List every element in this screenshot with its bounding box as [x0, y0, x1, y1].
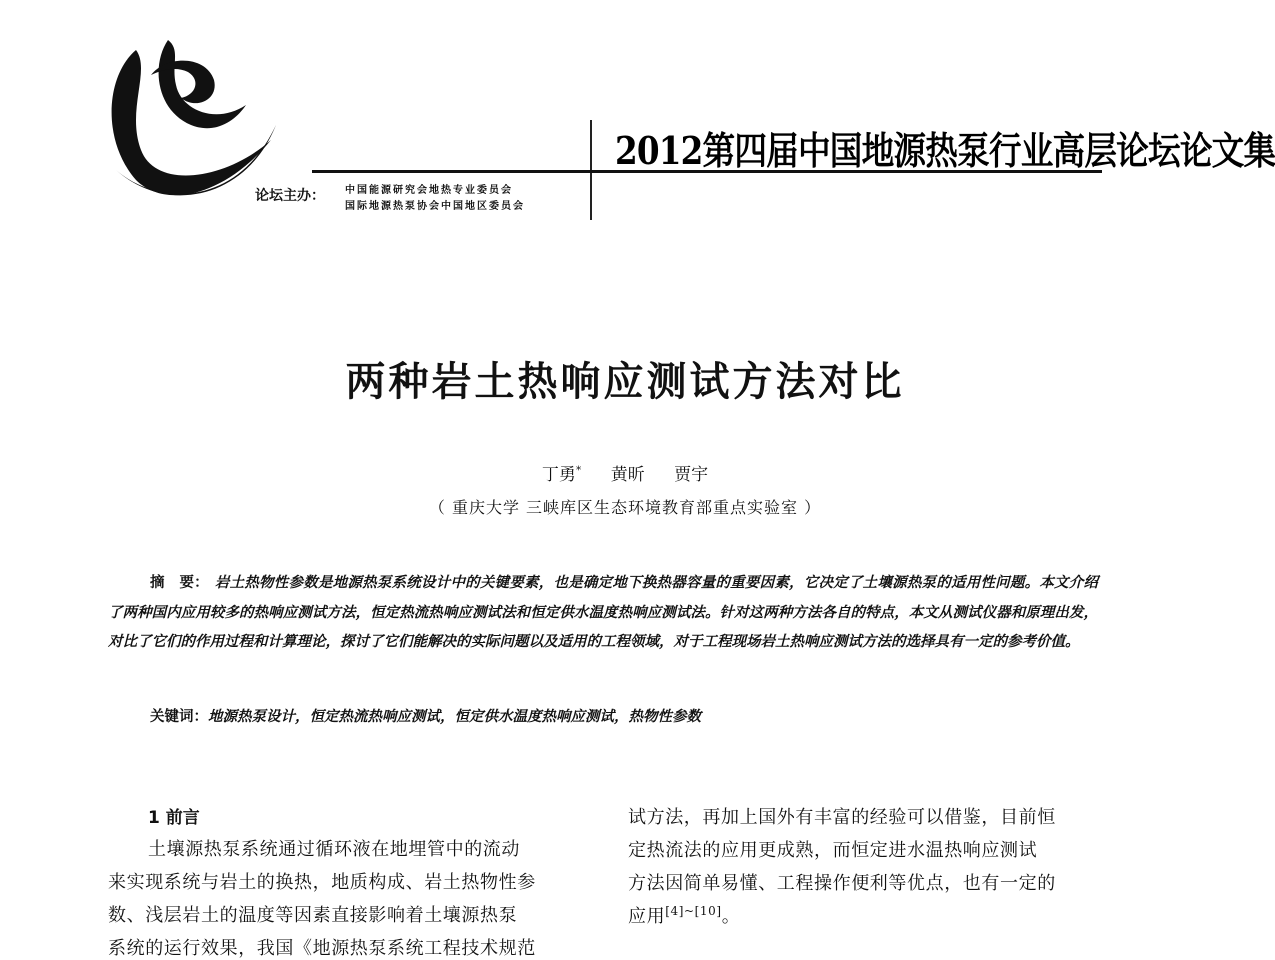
right-column-line: 试方法，再加上国外有丰富的经验可以借鉴，目前恒: [628, 807, 1056, 828]
affiliation: （ 重庆大学 三峡库区生态环境教育部重点实验室 ）: [428, 498, 822, 517]
abstract: [108, 568, 1098, 656]
author-2: 黄昕: [610, 465, 645, 485]
abstract-text: 岩土热物性参数是地源热泵系统设计中的关键要素，也是确定地下换热器容量的重要因素，它决定了土壤源热泵的适用性问题。本文介绍了两种国内应用较多的热响应测试方法，恒定热流热响应测试法和恒定供水温度热响应测试法。针对这两种方法各自的特点，本文从测试仪器和原理出发，对比了它们的作用过程和计算理论，探讨了它们能解决的实际问题以及适用的工程领域，对于工程现场岩土热响应测试方法的选择具有一定的参考价值。: [108, 574, 1098, 650]
section-heading: 1 前言: [148, 808, 200, 828]
left-column-line: 数、浅层岩土的温度等因素直接影响着土壤源热泵: [108, 905, 518, 926]
keywords-label: 关键词：: [150, 709, 208, 725]
right-column-line: 应用[4]~[10]。: [628, 904, 741, 927]
author-3: 贾宇: [674, 465, 709, 485]
right-column-line: 方法因简单易懂、工程操作便利等优点，也有一定的: [628, 873, 1056, 894]
organizer-1: 中国能源研究会地热专业委员会: [345, 185, 513, 196]
paper-title: 两种岩土热响应测试方法对比: [345, 358, 905, 405]
author-1: 丁勇*: [541, 463, 582, 485]
keywords: [150, 705, 1100, 726]
citation: [4]~[10]: [665, 904, 722, 918]
left-column-line: 系统的运行效果，我国《地源热泵系统工程技术规范: [108, 938, 536, 959]
abstract-label: 摘 要：: [150, 575, 209, 591]
keywords-text: 地源热泵设计，恒定热流热响应测试，恒定供水温度热响应测试，热物性参数: [208, 708, 701, 725]
right-column-line: 定热流法的应用更成熟，而恒定进水温热响应测试: [628, 840, 1038, 861]
author-list: [0, 460, 1250, 485]
left-column-line: 来实现系统与岩土的换热，地质构成、岩土热物性参: [108, 872, 536, 893]
forum-host-label: 论坛主办：: [255, 188, 325, 204]
organizer-2: 国际地源热泵协会中国地区委员会: [345, 201, 525, 212]
collection-title: 2012第四届中国地源热泵行业高层论坛论文集: [615, 128, 1275, 173]
left-column-line: 土壤源热泵系统通过循环液在地埋管中的流动: [148, 839, 520, 860]
